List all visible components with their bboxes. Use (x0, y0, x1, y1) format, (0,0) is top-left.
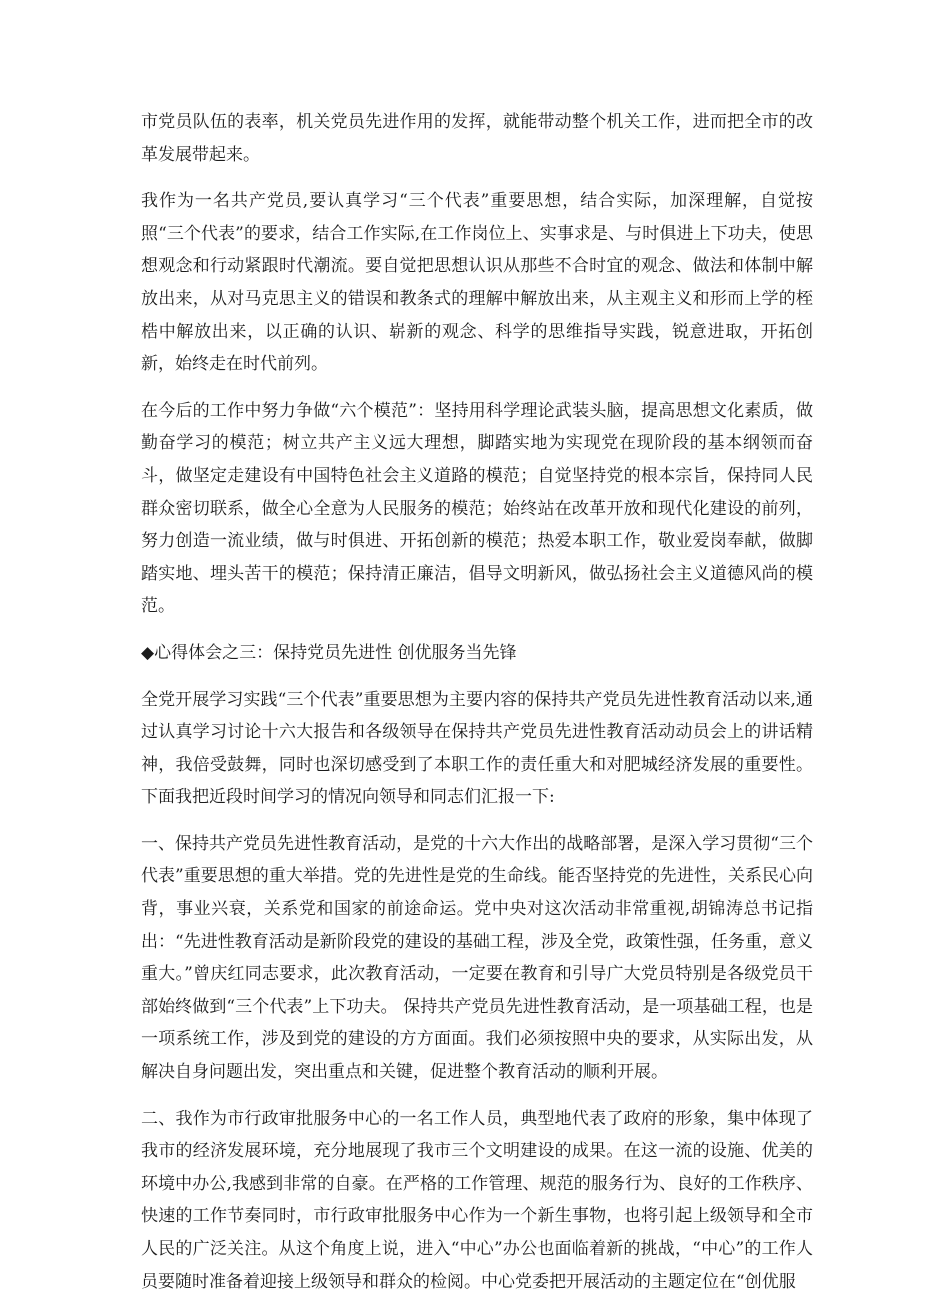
section-heading: ◆心得体会之三：保持党员先进性 创优服务当先锋 (141, 642, 517, 663)
paragraph-7: 二、我作为市行政审批服务中心的一名工作人员，典型地代表了政府的形象，集中体现了我市的经济发展环境，充分地展现了我市三个文明建设的成果。在这一流的设施、优美的环境中办公,我感到非常的自豪。在严格的工作管理、规范的服务行为、良好的工作秩序、快速的工作节奏同时，市行政审批服务中心作为一个新生事物，也将引起上级领导和全市人民的广泛关注。从这个角度上说，进入“中心”办公也面临着新的挑战，“中心”的工作人员要随时准备着迎接上级领导和群众的检阅。中心党委把开展活动的主题定位在“创优服 (141, 1108, 813, 1292)
paragraph-5: 全党开展学习实践“三个代表”重要思想为主要内容的保持共产党员先进性教育活动以来,通过认真学习讨论十六大报告和各级领导在保持共产党员先进性教育活动动员会上的讲话精神，我倍受鼓舞，同时也深切感受到了本职工作的责任重大和对肥城经济发展的重要性。下面我把近段时间学习的情况向领导和同志们汇报一下: (141, 689, 813, 808)
paragraph-2: 我作为一名共产党员,要认真学习“三个代表”重要思想，结合实际，加深理解，自觉按照“三个代表”的要求，结合工作实际,在工作岗位上、实事求是、与时俱进上下功夫，使思想观念和行动紧跟时代潮流。要自觉把思想认识从那些不合时宜的观念、做法和体制中解放出来，从对马克思主义的错误和教条式的理解中解放出来，从主观主义和形而上学的桎梏中解放出来，以正确的认识、崭新的观念、科学的思维指导实践，锐意进取，开拓创新，始终走在时代前列。 (141, 191, 813, 375)
paragraph-1: 市党员队伍的表率，机关党员先进作用的发挥，就能带动整个机关工作，进而把全市的改革发展带起来。 (141, 112, 813, 165)
paragraph-3: 在今后的工作中努力争做“六个模范”：坚持用科学理论武装头脑，提高思想文化素质，做勤奋学习的模范；树立共产主义远大理想，脚踏实地为实现党在现阶段的基本纲领而奋斗，做坚定走建设有中国特色社会主义道路的模范；自觉坚持党的根本宗旨，保持同人民群众密切联系，做全心全意为人民服务的模范；始终站在改革开放和现代化建设的前列，努力创造一流业绩，做与时俱进、开拓创新的模范；热爱本职工作，敬业爱岗奉献，做脚踏实地、埋头苦干的模范；保持清正廉洁，倡导文明新风，做弘扬社会主义道德风尚的模范。 (141, 400, 813, 617)
document-body (141, 106, 813, 1312)
paragraph-6: 一、保持共产党员先进性教育活动，是党的十六大作出的战略部署，是深入学习贯彻“三个代表”重要思想的重大举措。党的先进性是党的生命线。能否坚持党的先进性，关系民心向背，事业兴衰，关系党和国家的前途命运。党中央对这次活动非常重视,胡锦涛总书记指出：“先进性教育活动是新阶段党的建设的基础工程，涉及全党，政策性强，任务重，意义重大。”曾庆红同志要求，此次教育活动，一定要在教育和引导广大党员特别是各级党员干部始终做到“三个代表”上下功夫。 保持共产党员先进性教育活动，是一项基础工程，也是一项系统工作，涉及到党的建设的方方面面。我们必须按照中央的要求，从实际出发，从解决自身问题出发，突出重点和关键，促进整个教育活动的顺利开展。 (141, 833, 813, 1083)
